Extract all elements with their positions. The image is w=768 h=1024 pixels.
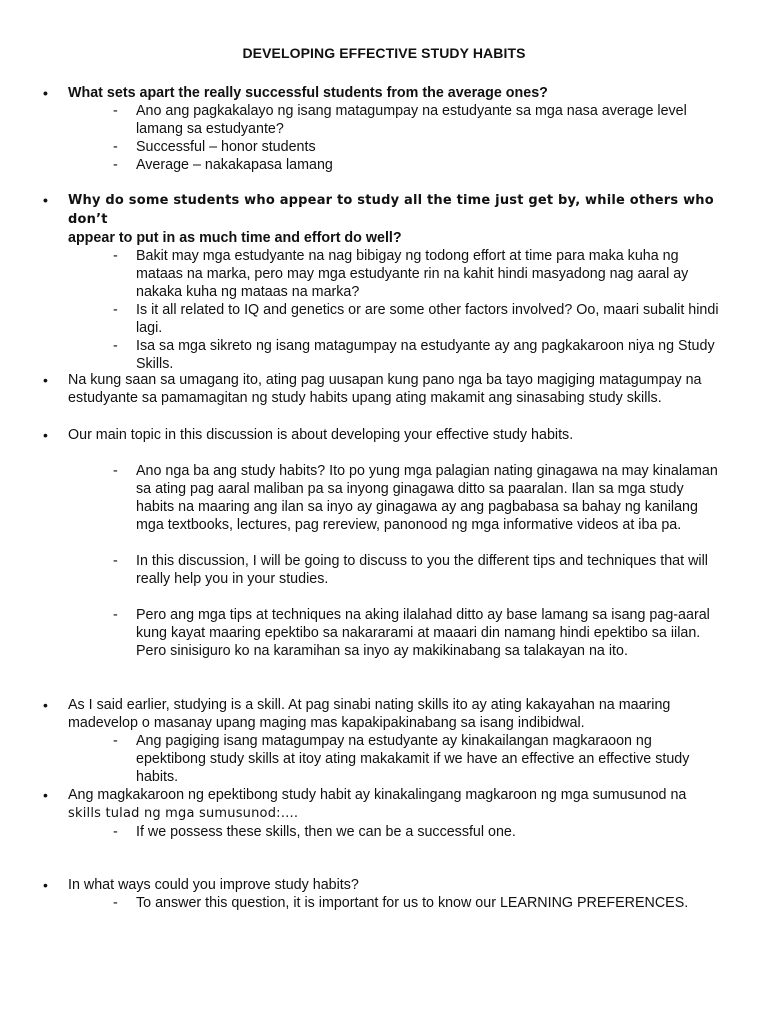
sub-item-text: Bakit may mga estudyante na nag bibigay ng todong effort at time para maka kuha ng mataas na marka, pero may mga estudyante rin na kahit hindi masyadong nag aaral ay nakaka kuha ng mataas na marka? <box>136 248 689 300</box>
sub-item <box>0 102 768 138</box>
dash-icon: - <box>113 607 118 623</box>
section-4 <box>0 426 768 660</box>
bullet-icon: • <box>43 427 48 443</box>
bullet-item <box>0 876 768 894</box>
bullet-item <box>0 191 768 247</box>
sub-item <box>0 337 768 373</box>
sub-item-text: Is it all related to IQ and genetics or are some other factors involved? Oo, maari subalit hindi lagi. <box>136 302 719 336</box>
bullet-item <box>0 786 768 823</box>
question-text-line-2: appear to put in as much time and effort do well? <box>68 230 402 246</box>
bullet-icon: • <box>43 787 48 803</box>
sub-item-text: Ano nga ba ang study habits? Ito po yung mga palagian nating ginagawa na may kinalaman sa ating pag aaral maliban pa sa inyong ginagawa ditto sa paaralan. Ilan sa mga study habits na maaring ang ilan sa inyo ay ginagawa ay ang pagbabasa sa bahay ng kanilang mga textbooks, lectures, pag rereview, panonood ng mga informative videos at iba pa. <box>136 463 718 533</box>
dash-icon: - <box>113 157 118 173</box>
section-3 <box>0 371 768 407</box>
bullet-item <box>0 426 768 444</box>
section-1 <box>0 84 768 174</box>
dash-icon: - <box>113 895 118 911</box>
sub-item <box>0 732 768 786</box>
section-7 <box>0 876 768 912</box>
sub-item-text: Isa sa mga sikreto ng isang matagumpay na estudyante ay ang pagkakaroon niya ng Study Skills. <box>136 338 715 372</box>
sub-item <box>0 462 768 534</box>
dash-icon: - <box>113 553 118 569</box>
sub-item <box>0 606 768 660</box>
sub-item <box>0 552 768 588</box>
sub-item-text: To answer this question, it is important for us to know our LEARNING PREFERENCES. <box>136 895 689 911</box>
sub-item-text: Ang pagiging isang matagumpay na estudyante ay kinakailangan magkaraoon ng epektibong study skills at itoy ating makakamit if we have an effective an effective study habits. <box>136 733 690 785</box>
dash-icon: - <box>113 824 118 840</box>
bullet-item <box>0 696 768 732</box>
sub-item-text: Average – nakakapasa lamang <box>136 157 333 173</box>
sub-item-text: Successful – honor students <box>136 139 316 155</box>
sub-item-text: Ano ang pagkakalayo ng isang matagumpay na estudyante sa mga nasa average level lamang sa estudyante? <box>136 103 687 137</box>
dash-icon: - <box>113 248 118 264</box>
sub-item-text: If we possess these skills, then we can be a successful one. <box>136 824 516 840</box>
sub-item <box>0 156 768 174</box>
sub-item <box>0 247 768 301</box>
bullet-icon: • <box>43 372 48 388</box>
paragraph-text: Our main topic in this discussion is about developing your effective study habits. <box>68 427 574 443</box>
section-5 <box>0 696 768 786</box>
bullet-item <box>0 84 768 102</box>
paragraph-text: Na kung saan sa umagang ito, ating pag uusapan kung pano nga ba tayo magiging matagumpay na estudyante sa pamamagitan ng study habits upang ating makamit ang sinasabing study skills. <box>68 372 702 406</box>
dash-icon: - <box>113 463 118 479</box>
sub-item-text: Pero ang mga tips at techniques na aking ilalahad ditto ay base lamang sa isang pag-aaral kung kayat maaring epektibo sa nakararami at maaari din namang hindi epektibo sa iilan. Pero sinisiguro ko na karamihan sa inyo ay makikinabang sa talakayan na ito. <box>136 607 710 659</box>
section-2 <box>0 191 768 373</box>
document-title: DEVELOPING EFFECTIVE STUDY HABITS <box>242 45 526 61</box>
paragraph-text-line-1: Ang magkakaroon ng epektibong study habit ay kinakalingang magkaroon ng mga sumusunod na <box>68 787 687 803</box>
dash-icon: - <box>113 139 118 155</box>
paragraph-text: In what ways could you improve study habits? <box>68 877 359 893</box>
dash-icon: - <box>113 302 118 318</box>
dash-icon: - <box>113 733 118 749</box>
bullet-icon: • <box>43 877 48 893</box>
sub-item <box>0 894 768 912</box>
paragraph-text: As I said earlier, studying is a skill. At pag sinabi nating skills ito ay ating kakayahan na maaring madevelop o masanay upang maging mas kapakipakinabang sa isang indibidwal. <box>68 697 671 731</box>
dash-icon: - <box>113 338 118 354</box>
bullet-icon: • <box>43 697 48 713</box>
sub-item <box>0 823 768 841</box>
bullet-item <box>0 371 768 407</box>
paragraph-text-line-2: skills tulad ng mga sumusunod:…. <box>68 806 299 821</box>
sub-item <box>0 301 768 337</box>
question-text: What sets apart the really successful students from the average ones? <box>68 85 548 101</box>
bullet-icon: • <box>43 192 48 208</box>
sub-item-text: In this discussion, I will be going to discuss to you the different tips and techniques that will really help you in your studies. <box>136 553 708 587</box>
question-text-line-1: Why do some students who appear to study all the time just get by, while others who don’t <box>68 193 714 227</box>
bullet-icon: • <box>43 85 48 101</box>
sub-item <box>0 138 768 156</box>
section-6 <box>0 786 768 841</box>
dash-icon: - <box>113 103 118 119</box>
